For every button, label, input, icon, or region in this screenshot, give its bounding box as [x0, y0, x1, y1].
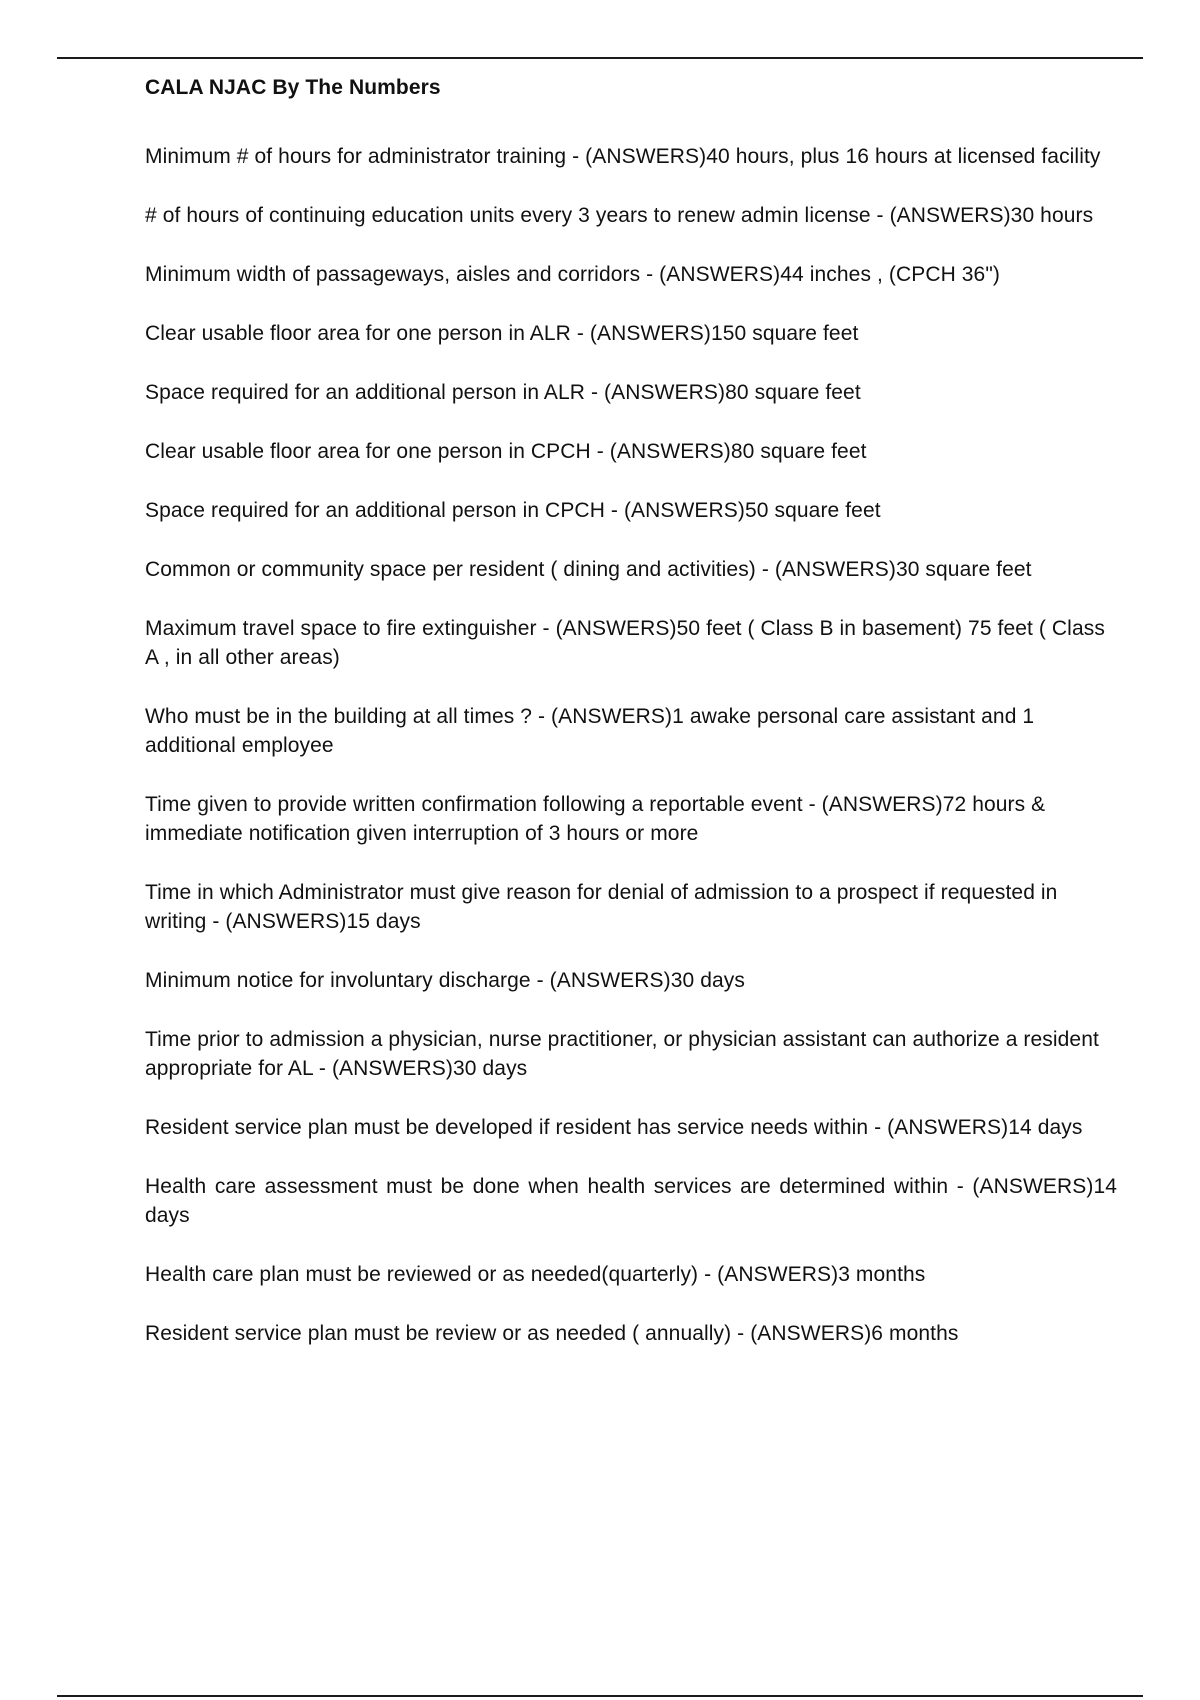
separator: - [802, 793, 822, 816]
separator: - [530, 969, 550, 992]
answer-prefix: (ANSWERS) [589, 322, 711, 345]
qa-item [145, 1113, 1117, 1142]
answer-prefix: (ANSWERS) [887, 1116, 1009, 1139]
top-rule [57, 57, 1143, 59]
answer-text: 80 square feet [725, 381, 861, 404]
qa-item [145, 1172, 1117, 1230]
answer-text: 1 awake personal care assistant and 1 additional employee [145, 705, 1035, 757]
answer-text: 50 square feet [745, 499, 881, 522]
answer-prefix: (ANSWERS) [717, 1263, 839, 1286]
separator: - [698, 1263, 718, 1286]
qa-item [145, 437, 1117, 466]
qa-item [145, 496, 1117, 525]
answer-prefix: (ANSWERS) [821, 793, 943, 816]
answer-text: 40 hours, plus 16 hours at licensed facility [706, 145, 1101, 168]
separator: - [604, 499, 624, 522]
answer-text: 80 square feet [730, 440, 867, 463]
question-text: # of hours of continuing education units every 3 years to renew admin license [145, 204, 871, 227]
question-text: Minimum notice for involuntary discharge [145, 969, 531, 992]
qa-item [145, 966, 1117, 995]
question-text: Who must be in the building at all times ? [145, 705, 533, 728]
separator: - [570, 322, 590, 345]
qa-item [145, 702, 1117, 760]
qa-item [145, 1319, 1117, 1348]
answer-text: 150 square feet [710, 322, 859, 345]
answer-text: 30 square feet [895, 558, 1032, 581]
question-text: Health care plan must be reviewed or as needed(quarterly) [145, 1263, 699, 1286]
question-text: Resident service plan must be review or as needed ( annually) [145, 1322, 732, 1345]
answer-prefix: (ANSWERS) [609, 440, 731, 463]
question-text: Resident service plan must be developed if resident has service needs within [145, 1116, 869, 1139]
separator: - [585, 381, 605, 404]
question-text: Time in which Administrator must give reason for denial of admission to a prospect if requested in writing [145, 881, 1058, 933]
answer-prefix: (ANSWERS) [331, 1057, 454, 1080]
separator: - [640, 263, 660, 286]
bottom-rule [57, 1695, 1143, 1697]
question-text: Space required for an additional person in ALR [145, 381, 586, 404]
separator: - [206, 910, 226, 933]
question-text: Common or community space per resident ( dining and activities) [145, 558, 756, 581]
qa-item [145, 1025, 1117, 1083]
qa-item [145, 260, 1117, 289]
document-body [145, 74, 1117, 1378]
answer-text: 14 days [1008, 1116, 1083, 1139]
qa-item [145, 555, 1117, 584]
answer-text: 15 days [346, 910, 421, 933]
answer-prefix: (ANSWERS) [889, 204, 1011, 227]
question-text: Maximum travel space to fire extinguisher [145, 617, 537, 640]
qa-item [145, 614, 1117, 672]
question-text: Minimum width of passageways, aisles and corridors [145, 263, 641, 286]
qa-item [145, 378, 1117, 407]
separator: - [755, 558, 775, 581]
separator: - [312, 1057, 332, 1080]
answer-prefix: (ANSWERS) [623, 499, 746, 522]
answer-text: 3 months [838, 1263, 926, 1286]
separator: - [532, 705, 552, 728]
answer-text: 44 inches , (CPCH 36") [780, 263, 1000, 286]
question-text: Clear usable floor area for one person in ALR [145, 322, 571, 345]
answer-text: 30 days [670, 969, 745, 992]
separator: - [948, 1175, 973, 1198]
answer-prefix: (ANSWERS) [549, 969, 671, 992]
qa-item [145, 201, 1117, 230]
separator: - [868, 1116, 888, 1139]
separator: - [590, 440, 610, 463]
document-title: CALA NJAC By The Numbers [145, 76, 441, 99]
qa-list [145, 142, 1117, 1348]
answer-text: 50 feet ( Class B in basement) 75 feet ( Class A , in all other areas) [145, 617, 1105, 669]
answer-prefix: (ANSWERS) [750, 1322, 872, 1345]
answer-prefix: (ANSWERS) [604, 381, 726, 404]
question-text: Time given to provide written confirmation following a reportable event [145, 793, 803, 816]
separator: - [870, 204, 890, 227]
answer-prefix: (ANSWERS) [551, 705, 673, 728]
question-text: Time prior to admission a physician, nurse practitioner, or physician assistant can authorize a resident appropriate for AL [145, 1028, 1099, 1080]
question-text: Health care assessment must be done when health services are determined within [145, 1175, 949, 1198]
answer-prefix: (ANSWERS) [774, 558, 896, 581]
separator: - [731, 1322, 751, 1345]
answer-text: 30 hours [1010, 204, 1094, 227]
question-text: Space required for an additional person in CPCH [145, 499, 605, 522]
answer-text: 6 months [871, 1322, 959, 1345]
answer-prefix: (ANSWERS) [555, 617, 677, 640]
question-text: Minimum # of hours for administrator training [145, 145, 567, 168]
answer-prefix: (ANSWERS) [659, 263, 781, 286]
qa-item [145, 790, 1117, 848]
answer-text: 72 hours & immediate notification given interruption of 3 hours or more [145, 793, 1046, 845]
answer-text: 30 days [453, 1057, 528, 1080]
qa-item [145, 1260, 1117, 1289]
answer-prefix: (ANSWERS) [972, 1175, 1094, 1198]
answer-text: 14 days [145, 1175, 1118, 1227]
separator: - [536, 617, 556, 640]
qa-item [145, 142, 1117, 171]
qa-item [145, 319, 1117, 348]
qa-item [145, 878, 1117, 936]
question-text: Clear usable floor area for one person in CPCH [145, 440, 591, 463]
answer-prefix: (ANSWERS) [225, 910, 347, 933]
separator: - [566, 145, 586, 168]
answer-prefix: (ANSWERS) [585, 145, 707, 168]
